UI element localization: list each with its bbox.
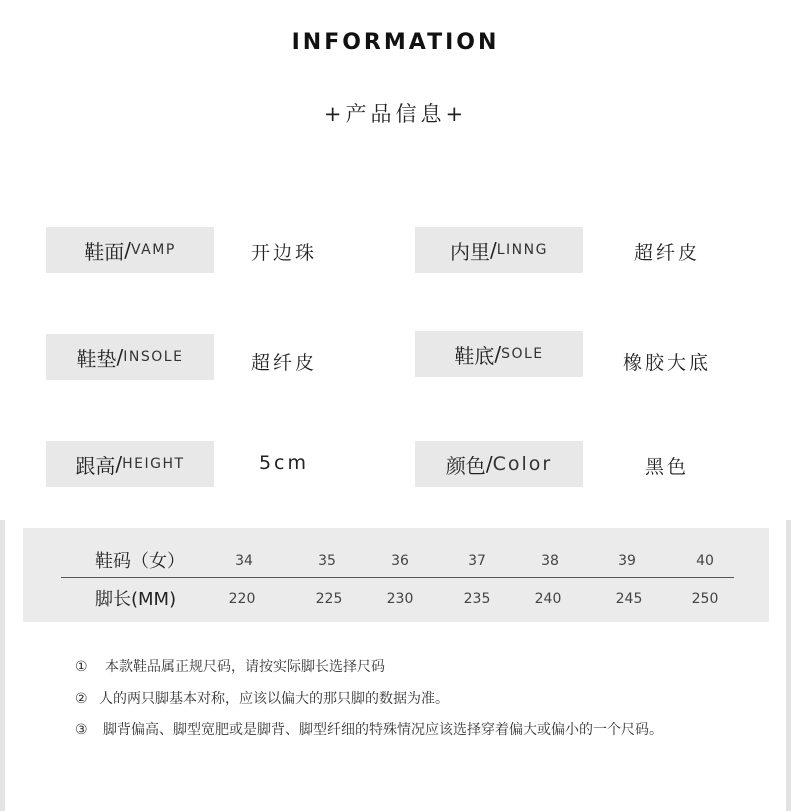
note-number: ① [75,659,88,675]
note-item [75,656,385,676]
size-cell: 35 [318,553,336,569]
note-item [75,719,663,739]
note-item [75,688,449,708]
length-cell: 240 [534,591,562,607]
attr-value-sole: 橡胶大底 [622,352,711,374]
size-cell: 37 [468,553,486,569]
table-divider [61,577,734,578]
attr-label-cn: 鞋面 [84,239,125,264]
note-text: 脚背偏高、脚型宽肥或是脚背、脚型纤细的特殊情况应该选择穿着偏大或偏小的一个尺码。 [103,722,663,738]
note-text: 本款鞋品属正规尺码，请按实际脚长选择尺码 [105,659,385,675]
attr-label-cn: 鞋底 [454,343,495,368]
length-cell: 230 [386,591,414,607]
left-edge-shade [0,520,5,811]
length-cell: 220 [228,591,256,607]
attr-label-insole: 鞋垫 / INSOLE [46,334,214,380]
length-cell: 235 [463,591,491,607]
attr-label-lining: 内里 / LINNG [415,227,583,273]
section-subtitle: +产品信息+ [323,102,468,126]
size-cell: 40 [696,553,714,569]
attr-label-en: VAMP [130,242,176,258]
attr-label-cn: 内里 [450,239,490,264]
length-cell: 245 [615,591,643,607]
attr-value-vamp: 开边珠 [250,242,317,264]
attr-label-sole: 鞋底 / SOLE [415,331,583,377]
size-cell: 38 [541,553,559,569]
note-text: 人的两只脚基本对称，应该以偏大的那只脚的数据为准。 [99,691,449,707]
attr-label-vamp: 鞋面 / VAMP [46,227,214,273]
attr-label-en: INSOLE [123,349,184,365]
attr-label-en: LINNG [496,242,548,258]
length-cell: 225 [315,591,343,607]
right-edge-shade [786,520,791,811]
attr-label-en: HEIGHT [122,456,185,472]
attr-label-cn: 颜色 [445,453,486,478]
attr-label-cn: 鞋垫 [76,346,117,371]
attr-label-height: 跟高 / HEIGHT [46,441,214,487]
attr-value-insole: 超纤皮 [250,352,317,374]
attr-value-height: 5cm [258,452,310,474]
note-number: ③ [75,722,88,738]
length-cell: 250 [691,591,719,607]
size-row-label: 鞋码（女） [95,551,185,572]
length-row-label: 脚长(MM) [95,589,177,610]
attr-label-cn: 跟高 [75,453,116,478]
attr-label-en: SOLE [501,346,544,362]
size-cell: 34 [235,553,253,569]
attr-label-color: 颜色 / Color [415,441,583,487]
attr-value-color: 黑色 [644,456,689,478]
size-cell: 36 [391,553,409,569]
attr-value-lining: 超纤皮 [633,242,700,264]
page-title: INFORMATION [291,30,500,55]
note-number: ② [75,691,88,707]
attr-label-en: Color [492,453,553,475]
size-cell: 39 [618,553,636,569]
